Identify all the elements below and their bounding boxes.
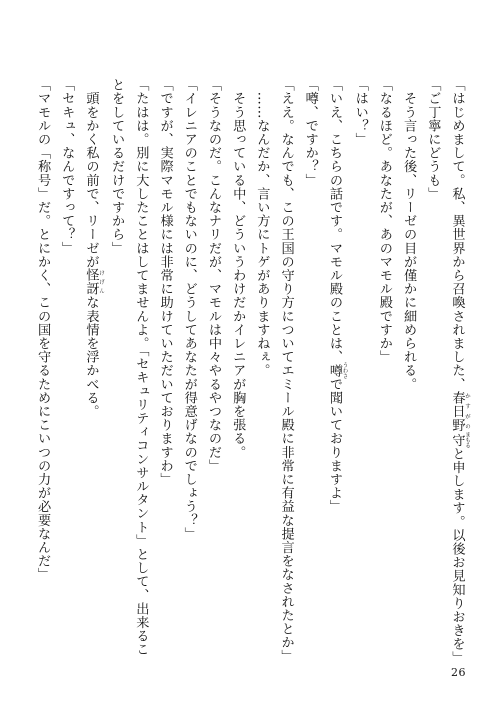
text-line: 「そうなのだ。こんなナリだが、マモルは中々やるやつなのだ」	[205, 78, 221, 473]
text-line: 「イレニアのことでもないのに、どうしてあなたが得意げなのでしょう？」	[181, 78, 197, 541]
furigana-uwasa: 噂 うわさ	[326, 362, 348, 379]
text-line: 「はじめまして。私、異世界から召喚されました、春日野 かすがの守 まもると申します。以後お見知りおきを」	[449, 78, 470, 665]
text-line: 「噂、ですか？」	[302, 78, 318, 187]
furigana-kasugano: 春日野 かすがの	[449, 390, 470, 432]
text-line: 「はい？」	[352, 78, 368, 146]
text-line: 「いえ、こちらの話です。マモル殿のことは、噂 うわさで聞いておりますよ」	[326, 78, 348, 514]
text-line: そう思っている中、どういうわけだかイレニアが胸を張る。	[230, 91, 246, 459]
text-line: 「マモルの「称号」だ。とにかく、この国を守るためにこいつの力が必要なんだ」	[35, 78, 51, 582]
vertical-text-body	[30, 78, 470, 663]
text-line: 「ですが、実際マモル様には非常に助けていただいておりますわ」	[157, 78, 173, 486]
furigana-kegen: 怪訝 けげん	[83, 268, 104, 296]
text-line: ……なんだか、言い方にトゲがありますねぇ。	[254, 91, 270, 378]
text-line: とをしているだけですから」	[109, 78, 125, 255]
text-line: 「ご丁寧にどうも」	[425, 78, 441, 201]
text-line: 「なるほど。あなたが、あのマモル殿ですか」	[376, 78, 392, 364]
text-line: 「たはは。別に大したことはしてませんよ。「セキュリティコンサルタント」として、出来るこ	[133, 78, 149, 657]
page-number: 26	[451, 666, 466, 679]
furigana-mamoru: 守 まもる	[449, 431, 470, 449]
text-line: 「セキュ、なんですって？」	[59, 78, 75, 255]
text-line: 頭をかく私の前で、リーゼが怪訝 けげんな表情を浮かべる。	[83, 91, 104, 419]
text-line: そう言った後、リーゼの目が僅かに細められる。	[401, 91, 417, 391]
text-line: 「ええ。なんでも、この王国の守り方についてエミール殿に非常に有益な提言をなされたとか」	[278, 78, 294, 663]
